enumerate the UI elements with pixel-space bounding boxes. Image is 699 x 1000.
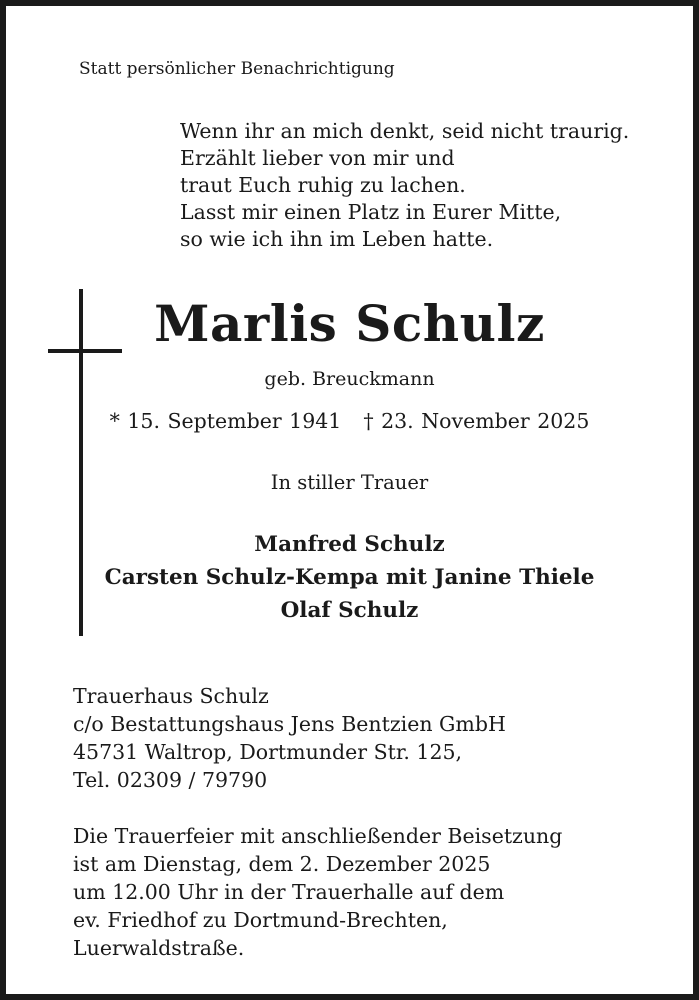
poem-line: Lasst mir einen Platz in Eurer Mitte, bbox=[180, 200, 562, 224]
survivor-name: Manfred Schulz bbox=[254, 532, 445, 557]
address-block bbox=[73, 682, 506, 794]
address-line: Tel. 02309 / 79790 bbox=[73, 768, 268, 792]
birth-date: * 15. September 1941 bbox=[109, 409, 342, 433]
funeral-line: ev. Friedhof zu Dortmund-Brechten, bbox=[73, 908, 448, 932]
notice-line: Statt persönlicher Benachrichtigung bbox=[79, 59, 395, 79]
poem bbox=[180, 118, 629, 253]
address-line: 45731 Waltrop, Dortmunder Str. 125, bbox=[73, 740, 463, 764]
address-line: c/o Bestattungshaus Jens Bentzien GmbH bbox=[73, 712, 506, 736]
funeral-info bbox=[73, 822, 562, 962]
survivors-list bbox=[6, 528, 693, 627]
address-line: Trauerhaus Schulz bbox=[73, 684, 269, 708]
funeral-line: Die Trauerfeier mit anschließender Beisetzung bbox=[73, 824, 563, 848]
poem-line: so wie ich ihn im Leben hatte. bbox=[180, 227, 494, 251]
funeral-line: ist am Dienstag, dem 2. Dezember 2025 bbox=[73, 852, 491, 876]
survivor-name: Carsten Schulz-Kempa mit Janine Thiele bbox=[104, 565, 595, 590]
survivor-name: Olaf Schulz bbox=[280, 598, 419, 623]
poem-line: Wenn ihr an mich denkt, seid nicht traurig. bbox=[180, 119, 630, 143]
poem-line: Erzählt lieber von mir und bbox=[180, 146, 455, 170]
poem-line: traut Euch ruhig zu lachen. bbox=[180, 173, 466, 197]
death-date: † 23. November 2025 bbox=[363, 409, 590, 433]
funeral-line: Luerwaldstraße. bbox=[73, 936, 245, 960]
deceased-name: Marlis Schulz bbox=[154, 294, 545, 353]
maiden-name: geb. Breuckmann bbox=[264, 368, 435, 390]
life-dates bbox=[6, 409, 693, 433]
mourning-line: In stiller Trauer bbox=[270, 471, 429, 494]
funeral-line: um 12.00 Uhr in der Trauerhalle auf dem bbox=[73, 880, 505, 904]
